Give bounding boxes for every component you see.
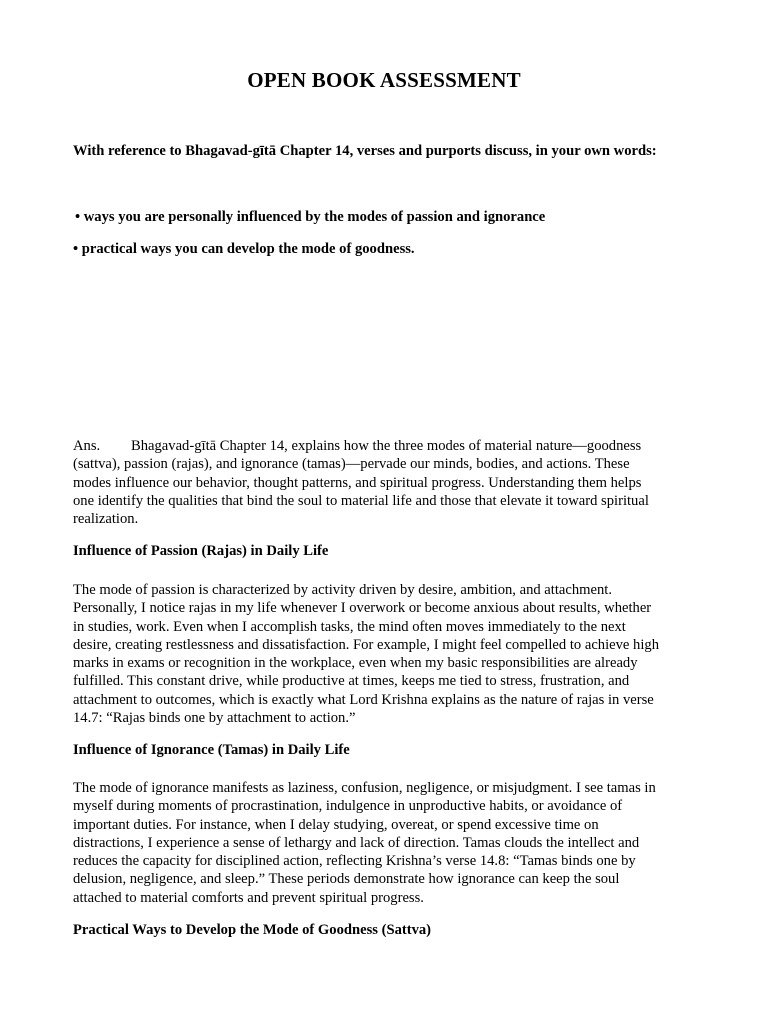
paragraph-line: fulfilled. This constant drive, while productive at times, keeps me tied to stress, frustration, and	[73, 673, 630, 690]
section-heading-passion: Influence of Passion (Rajas) in Daily Life	[73, 543, 329, 559]
paragraph-line: attached to material comforts and prevent spiritual progress.	[73, 889, 424, 906]
answer-line: Ans. Bhagavad-gītā Chapter 14, explains how the three modes of material nature—goodness	[73, 438, 642, 454]
paragraph-line: myself during moments of procrastination, indulgence in unproductive habits, or avoidance of	[73, 798, 623, 815]
answer-line: one identify the qualities that bind the soul to material life and those that elevate it toward spiritual	[73, 492, 649, 509]
passion-paragraph	[73, 581, 703, 727]
section-heading-goodness: Practical Ways to Develop the Mode of Goodness (Sattva)	[73, 922, 432, 938]
paragraph-line: important duties. For instance, when I delay studying, overeat, or spend excessive time on	[73, 816, 599, 833]
paragraph-line: The mode of ignorance manifests as laziness, confusion, negligence, or misjudgment. I see tamas in	[73, 780, 656, 796]
answer-line: modes influence our behavior, thought patterns, and spiritual progress. Understanding them helps	[73, 474, 642, 491]
answer-label: Ans.	[73, 438, 101, 454]
answer-intro-paragraph	[73, 437, 703, 528]
paragraph-line: attachment to outcomes, which is exactly what Lord Krishna explains as the nature of rajas in verse	[73, 691, 654, 708]
paragraph-line: desire, creating restlessness and dissatisfaction. For example, I might feel compelled to achieve high	[73, 636, 660, 653]
paragraph-line: reduces the capacity for disciplined action, reflecting Krishna’s verse 14.8: “Tamas binds one by	[73, 853, 636, 870]
section-heading-ignorance: Influence of Ignorance (Tamas) in Daily Life	[73, 742, 350, 758]
paragraph-line: Personally, I notice rajas in my life whenever I overwork or become anxious about results, whether	[73, 600, 652, 617]
assignment-prompt: With reference to Bhagavad-gītā Chapter 14, verses and purports discuss, in your own words:	[73, 143, 657, 159]
paragraph-line: in studies, work. Even when I accomplish tasks, the mind often moves immediately to the next	[73, 618, 626, 635]
bullet-passion-ignorance: • ways you are personally influenced by the modes of passion and ignorance	[75, 209, 546, 225]
paragraph-line: 14.7: “Rajas binds one by attachment to action.”	[73, 710, 356, 727]
paragraph-line: The mode of passion is characterized by activity driven by desire, ambition, and attachment.	[73, 582, 612, 598]
ignorance-paragraph	[73, 779, 703, 907]
answer-line: realization.	[73, 511, 139, 528]
answer-line: (sattva), passion (rajas), and ignorance (tamas)—pervade our minds, bodies, and actions. These	[73, 456, 630, 473]
paragraph-line: marks in exams or recognition in the workplace, even when my basic responsibilities are already	[73, 655, 638, 672]
paragraph-line: distractions, I experience a sense of lethargy and lack of direction. Tamas clouds the intellect and	[73, 834, 640, 851]
page-title: OPEN BOOK ASSESSMENT	[247, 68, 521, 92]
paragraph-line: delusion, negligence, and sleep.” These periods demonstrate how ignorance can keep the soul	[73, 871, 620, 888]
bullet-goodness: • practical ways you can develop the mode of goodness.	[73, 241, 415, 257]
